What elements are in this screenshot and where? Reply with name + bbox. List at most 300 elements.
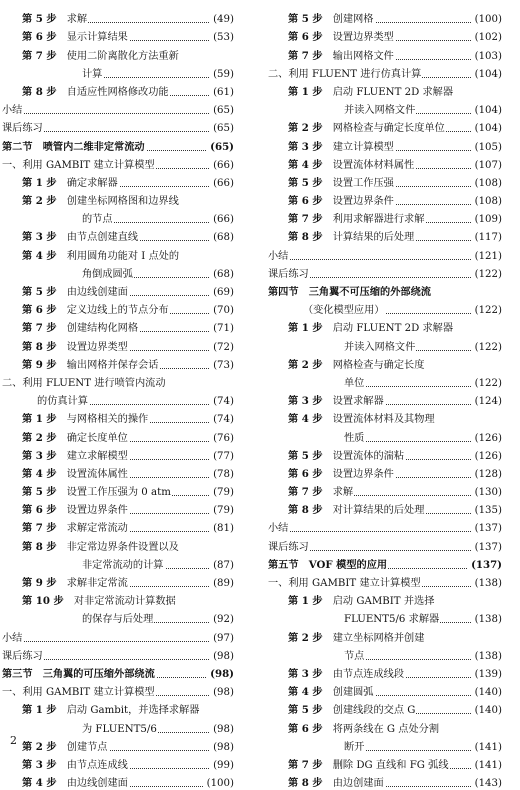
toc-entry <box>268 463 502 481</box>
toc-entry <box>2 99 234 117</box>
toc-step-label: 第 3 步 <box>22 758 57 771</box>
toc-entry <box>268 281 502 299</box>
toc-entry-title: 第五节 VOF 模型的应用 <box>268 558 388 571</box>
toc-entry <box>268 208 502 226</box>
toc-page-ref: (122) <box>474 305 502 317</box>
toc-entry-title: 非定常流动的计算 <box>82 559 164 571</box>
toc-page-ref: (137) <box>471 558 502 571</box>
toc-page-ref: (126) <box>474 432 502 444</box>
toc-step-label: 第 9 步 <box>22 358 57 371</box>
toc-page-ref: (137) <box>474 523 502 535</box>
toc-entry-title: 确定求解器 <box>66 177 118 189</box>
toc-page-ref: (117) <box>474 232 502 244</box>
toc-step-label: 第 5 步 <box>22 13 57 26</box>
toc-step-label: 第 8 步 <box>288 777 323 790</box>
toc-entry <box>2 463 234 481</box>
toc-entry <box>2 699 234 717</box>
toc-entry <box>2 499 234 517</box>
toc-step-label: 第 4 步 <box>288 158 323 171</box>
toc-page-ref: (122) <box>474 268 502 280</box>
toc-entry <box>268 535 502 553</box>
toc-entry <box>268 499 502 517</box>
toc-step-label: 第 3 步 <box>22 449 57 462</box>
toc-page-ref: (77) <box>213 450 234 462</box>
toc-entry-title: 对非定常流动计算数据 <box>73 596 176 608</box>
toc-page-ref: (73) <box>213 359 234 371</box>
toc-step-label: 第 4 步 <box>22 777 57 790</box>
toc-entry <box>268 299 502 317</box>
toc-page-ref: (89) <box>213 578 234 589</box>
toc-entry <box>268 172 502 190</box>
toc-entry-title: 设置边界条件 <box>66 505 128 517</box>
toc-page-ref: (141) <box>474 741 502 753</box>
toc-step-label: 第 5 步 <box>288 704 323 717</box>
toc-entry-title: 由节点连成线段 <box>332 668 405 680</box>
toc-step-label: 第 5 步 <box>22 286 57 298</box>
toc-entry <box>268 244 502 262</box>
toc-entry <box>2 481 234 499</box>
toc-page-ref: (72) <box>213 341 234 353</box>
toc-page-ref: (140) <box>474 705 502 717</box>
toc-step-label: 第 3 步 <box>288 140 323 153</box>
toc-entry <box>268 8 502 26</box>
toc-entry <box>2 154 234 172</box>
toc-entry-title: 第四节 三角翼不可压缩的外部绕流 <box>268 286 431 298</box>
toc-step-label: 第 3 步 <box>288 395 323 408</box>
toc-page-ref: (104) <box>474 123 502 135</box>
toc-step-label: 第 8 步 <box>22 340 57 353</box>
toc-step-label: 第 8 步 <box>288 231 323 244</box>
toc-entry <box>268 645 502 663</box>
toc-entry <box>2 281 234 299</box>
toc-entry-title: 与网格相关的操作 <box>66 414 149 426</box>
toc-entry <box>268 63 502 81</box>
toc-entry <box>2 645 234 663</box>
toc-entry-title: 利用圆角功能对 I 点处的 <box>66 250 180 262</box>
toc-entry-title: 建立求解模型 <box>66 450 128 462</box>
toc-entry <box>268 190 502 208</box>
toc-entry <box>268 390 502 408</box>
toc-entry <box>2 317 234 335</box>
toc-step-label: 第 2 步 <box>288 122 323 135</box>
toc-entry-title: 自适应性网格修改功能 <box>66 86 169 98</box>
toc-entry-title: 二、利用 FLUENT 进行喷管内流动 <box>2 377 166 389</box>
toc-dot-leader <box>268 259 471 260</box>
toc-step-label: 第 1 步 <box>288 595 323 608</box>
toc-entry-title: 并读入网格文件 <box>344 105 416 117</box>
toc-entry-title: 非定常边界条件设置以及 <box>66 541 179 553</box>
toc-dot-leader <box>2 641 209 642</box>
toc-entry-title: 启动 Gambit，并选择求解器 <box>66 705 200 717</box>
toc-page-ref: (49) <box>213 14 234 26</box>
toc-entry-title: 创建结构化网格 <box>66 323 139 335</box>
toc-step-label: 第 5 步 <box>288 449 323 462</box>
toc-step-label: 第 3 步 <box>22 231 57 244</box>
toc-entry-title: 计算 <box>82 68 103 80</box>
toc-entry <box>2 736 234 754</box>
toc-entry <box>268 572 502 590</box>
toc-page-ref: (69) <box>213 287 234 298</box>
toc-step-label: 第 6 步 <box>288 31 323 44</box>
toc-entry <box>268 117 502 135</box>
toc-entry <box>268 663 502 681</box>
toc-entry-title: 课后练习 <box>268 268 309 280</box>
toc-step-label: 第 7 步 <box>22 322 57 335</box>
toc-page-ref: (66) <box>213 177 234 189</box>
toc-entry <box>268 626 502 644</box>
toc-step-label: 第 6 步 <box>288 467 323 480</box>
toc-entry-title: 对计算结果的后处理 <box>332 505 425 517</box>
toc-entry-title: 小结 <box>268 250 289 262</box>
toc-step-label: 第 1 步 <box>22 704 57 717</box>
toc-entry <box>2 390 234 408</box>
toc-entry <box>2 426 234 444</box>
toc-page-ref: (98) <box>213 741 234 753</box>
toc-entry <box>2 81 234 99</box>
toc-step-label: 第 1 步 <box>22 413 57 426</box>
toc-entry <box>268 354 502 372</box>
toc-step-label: 第 10 步 <box>22 595 64 608</box>
toc-entry <box>268 335 502 353</box>
toc-entry-title: 设置工作压强 <box>332 177 394 189</box>
toc-entry <box>2 208 234 226</box>
toc-step-label: 第 7 步 <box>288 758 323 771</box>
toc-entry <box>268 426 502 444</box>
toc-entry <box>2 135 234 153</box>
toc-entry <box>2 445 234 463</box>
toc-entry-title: 并读入网格文件 <box>344 341 416 353</box>
toc-step-label: 第 1 步 <box>22 176 57 189</box>
toc-entry <box>2 754 234 772</box>
toc-entry <box>268 681 502 699</box>
toc-dot-leader <box>2 113 209 114</box>
toc-page-ref: (100) <box>206 778 234 790</box>
toc-step-label: 第 5 步 <box>288 13 323 26</box>
toc-entry-title: 设置流体材料属性 <box>332 159 415 171</box>
toc-entry-title: 课后练习 <box>268 541 309 553</box>
toc-page-ref: (66) <box>213 159 234 171</box>
toc-entry <box>268 481 502 499</box>
toc-entry-title: 设置流体的湍粘 <box>332 450 405 462</box>
toc-entry-title: 删除 DG 直线和 FG 弧线 <box>332 759 449 771</box>
toc-entry <box>268 99 502 117</box>
toc-entry <box>268 717 502 735</box>
toc-entry <box>2 335 234 353</box>
toc-entry <box>2 117 234 135</box>
toc-entry-title: 设置流体属性 <box>66 468 128 480</box>
toc-page-ref: (108) <box>474 177 502 189</box>
toc-entry-title: 断开 <box>344 741 365 753</box>
toc-entry <box>2 572 234 590</box>
toc-entry-title: 启动 FLUENT 2D 求解器 <box>332 323 454 335</box>
toc-entry <box>2 554 234 572</box>
toc-step-label: 第 4 步 <box>22 467 57 480</box>
toc-entry <box>268 26 502 44</box>
toc-page-ref: (59) <box>213 68 234 80</box>
toc-page-ref: (137) <box>474 541 502 553</box>
toc-entry <box>268 81 502 99</box>
toc-entry <box>2 517 234 535</box>
toc-page-ref: (108) <box>474 196 502 208</box>
toc-page-ref: (126) <box>474 450 502 462</box>
toc-entry-title: 启动 GAMBIT 并选择 <box>332 596 435 608</box>
toc-entry <box>268 408 502 426</box>
toc-entry <box>2 626 234 644</box>
toc-step-label: 第 8 步 <box>22 85 57 98</box>
toc-entry <box>2 263 234 281</box>
toc-step-label: 第 4 步 <box>288 686 323 699</box>
toc-page-ref: (135) <box>474 505 502 517</box>
toc-entry-title: 创建网格 <box>332 14 374 26</box>
toc-entry <box>268 445 502 463</box>
toc-entry <box>2 372 234 390</box>
toc-entry-title: 单位 <box>344 377 365 389</box>
toc-step-label: 第 2 步 <box>22 431 57 444</box>
toc-entry-title: 第三节 三角翼的可压缩外部绕流 <box>2 667 155 680</box>
toc-entry-title: 设置求解器 <box>332 396 384 408</box>
toc-page-ref: (65) <box>213 123 234 135</box>
toc-step-label: 第 9 步 <box>22 577 57 589</box>
toc-step-label: 第 1 步 <box>288 322 323 335</box>
toc-entry-title: 节点 <box>344 650 365 662</box>
toc-step-label: 第 8 步 <box>288 504 323 517</box>
toc-page-ref: (98) <box>210 667 234 680</box>
toc-entry-title: 由边线创建面 <box>66 778 128 790</box>
toc-entry-title: 使用二阶离散化方法重新 <box>66 50 179 62</box>
toc-page-ref: (138) <box>474 650 502 662</box>
toc-page-ref: (99) <box>213 759 234 771</box>
toc-entry <box>2 772 234 790</box>
toc-page-ref: (139) <box>474 668 502 680</box>
toc-entry <box>268 699 502 717</box>
toc-entry-title: 设置边界类型 <box>66 341 128 353</box>
toc-step-label: 第 7 步 <box>288 49 323 62</box>
toc-dot-leader <box>268 531 471 532</box>
toc-page-ref: (104) <box>474 105 502 117</box>
toc-entry-title: 一、利用 GAMBIT 建立计算模型 <box>2 159 155 171</box>
toc-entry-title: 创建坐标网格图和边界线 <box>66 196 179 208</box>
toc-page-ref: (121) <box>474 250 502 262</box>
toc-entry-title: 创建线段的交点 G <box>332 705 416 717</box>
page-number: 2 <box>10 734 17 747</box>
toc-entry <box>268 736 502 754</box>
toc-entry <box>268 317 502 335</box>
toc-entry-title: 角倒成圆弧 <box>82 268 133 280</box>
toc-entry-title: 创建节点 <box>66 741 108 753</box>
toc-entry <box>2 663 234 681</box>
toc-step-label: 第 6 步 <box>22 31 57 44</box>
toc-entry-title: 课后练习 <box>2 123 43 135</box>
toc-page-ref: (109) <box>474 214 502 226</box>
toc-entry-title: 求解非定常流 <box>66 578 128 589</box>
toc-page-ref: (103) <box>474 50 502 62</box>
toc-page-ref: (98) <box>213 687 234 699</box>
toc-page-ref: (122) <box>474 341 502 353</box>
toc-entry-title: 求解 <box>66 14 88 26</box>
toc-entry-title: 二、利用 FLUENT 进行仿真计算 <box>268 68 422 80</box>
toc-page-ref: (124) <box>474 396 502 408</box>
toc-page-ref: (138) <box>474 614 502 626</box>
toc-step-label: 第 7 步 <box>22 49 57 62</box>
toc-page-ref: (87) <box>213 559 234 571</box>
toc-step-label: 第 8 步 <box>22 540 57 553</box>
toc-step-label: 第 5 步 <box>22 486 57 499</box>
toc-entry-title: 小结 <box>2 632 23 644</box>
toc-entry-title: 由节点连成线 <box>66 759 128 771</box>
toc-entry-title: 输出网格并保存会话 <box>66 359 159 371</box>
toc-page-ref: (143) <box>474 778 502 790</box>
toc-step-label: 第 2 步 <box>288 631 323 644</box>
toc-entry <box>268 372 502 390</box>
toc-page-ref: (130) <box>474 487 502 499</box>
toc-page-ref: (65) <box>210 140 234 153</box>
toc-entry <box>268 226 502 244</box>
toc-step-label: 第 7 步 <box>22 522 57 535</box>
toc-page-ref: (97) <box>213 632 234 644</box>
toc-step-label: 第 6 步 <box>288 722 323 735</box>
toc-page-ref: (71) <box>213 323 234 335</box>
toc-entry-title: 求解定常流动 <box>66 523 128 535</box>
toc-page-ref: (100) <box>474 14 502 26</box>
toc-entry <box>2 681 234 699</box>
toc-entry <box>2 63 234 81</box>
toc-entry-title: 设置流体材料及其物理 <box>332 414 435 426</box>
toc-entry-title: 一、利用 GAMBIT 建立计算模型 <box>268 578 421 589</box>
toc-step-label: 第 7 步 <box>288 213 323 226</box>
toc-entry-title: 设置边界类型 <box>332 32 394 44</box>
toc-entry-title: （变化模型应用） <box>303 305 385 317</box>
toc-step-label: 第 7 步 <box>288 486 323 499</box>
toc-step-label: 第 1 步 <box>288 85 323 98</box>
toc-entry-title: 求解 <box>332 487 354 499</box>
toc-entry-title: 的保存与后处理 <box>82 614 154 626</box>
toc-page-ref: (98) <box>213 723 234 735</box>
toc-entry-title: 网格检查与确定长度 <box>332 359 425 371</box>
toc-page-ref: (53) <box>213 32 234 44</box>
toc-step-label: 第 3 步 <box>288 667 323 680</box>
toc-entry <box>2 535 234 553</box>
toc-page-ref: (141) <box>474 759 502 771</box>
toc-entry-title: 输出网格文件 <box>332 50 394 62</box>
toc-page-ref: (138) <box>474 578 502 589</box>
toc-entry <box>2 354 234 372</box>
toc-entry <box>2 244 234 262</box>
toc-entry-title: 为 FLUENT5/6 <box>82 723 157 735</box>
toc-step-label: 第 2 步 <box>22 195 57 208</box>
toc-entry-title: 计算结果的后处理 <box>332 232 415 244</box>
toc-entry-title: 建立计算模型 <box>332 141 394 153</box>
toc-page-ref: (65) <box>213 105 234 117</box>
toc-entry-title: 由节点创建直线 <box>66 232 139 244</box>
toc-entry <box>2 590 234 608</box>
toc-step-label: 第 4 步 <box>22 249 57 262</box>
toc-page-ref: (104) <box>474 68 502 80</box>
toc-entry-title: 显示计算结果 <box>66 32 128 44</box>
toc-entry <box>2 172 234 190</box>
toc-entry <box>2 608 234 626</box>
toc-step-label: 第 6 步 <box>22 304 57 317</box>
toc-entry-title: 设置工作压强为 0 atm <box>66 487 171 499</box>
toc-entry <box>2 8 234 26</box>
toc-entry-title: 利用求解器进行求解 <box>332 214 425 226</box>
toc-entry-title: 小结 <box>268 523 289 535</box>
toc-entry-title: FLUENT5/6 求解器 <box>344 614 440 626</box>
toc-entry <box>268 608 502 626</box>
toc-step-label: 第 2 步 <box>22 740 57 753</box>
toc-page-ref: (79) <box>213 487 234 499</box>
toc-entry-title: 启动 FLUENT 2D 求解器 <box>332 86 454 98</box>
toc-step-label: 第 6 步 <box>22 504 57 517</box>
toc-step-label: 第 2 步 <box>288 358 323 371</box>
toc-right-column <box>268 8 502 790</box>
toc-entry <box>268 772 502 790</box>
toc-entry <box>268 517 502 535</box>
toc-entry <box>2 408 234 426</box>
toc-entry <box>268 554 502 572</box>
toc-page-ref: (76) <box>213 432 234 444</box>
toc-page-ref: (74) <box>213 414 234 426</box>
toc-entry <box>268 754 502 772</box>
toc-page-ref: (128) <box>474 468 502 480</box>
toc-entry-title: 性质 <box>344 432 365 444</box>
toc-entry-title: 确定长度单位 <box>66 432 128 444</box>
toc-entry-title: 定义边线上的节点分布 <box>66 305 169 317</box>
toc-entry-title: 网格检查与确定长度单位 <box>332 123 445 135</box>
toc-step-label: 第 5 步 <box>288 176 323 189</box>
toc-entry <box>2 44 234 62</box>
toc-page-ref: (78) <box>213 468 234 480</box>
toc-page-ref: (81) <box>213 523 234 535</box>
toc-page-ref: (61) <box>213 86 234 98</box>
toc-page-ref: (102) <box>474 32 502 44</box>
toc-entry <box>268 135 502 153</box>
toc-entry-title: 第二节 喷管内二维非定常流动 <box>2 140 145 153</box>
toc-page-ref: (122) <box>474 377 502 389</box>
toc-entry-title: 的仿真计算 <box>37 396 88 408</box>
toc-entry <box>2 190 234 208</box>
toc-left-column <box>2 8 234 790</box>
toc-entry <box>268 154 502 172</box>
toc-page-ref: (70) <box>213 305 234 317</box>
toc-entry <box>2 717 234 735</box>
toc-page-ref: (98) <box>213 650 234 662</box>
toc-entry <box>2 226 234 244</box>
toc-entry-title: 创建圆弧 <box>332 687 374 699</box>
toc-entry-title: 将两条线在 G 点处分割 <box>332 723 440 735</box>
toc-page-ref: (92) <box>213 614 234 626</box>
toc-entry-title: 设置边界条件 <box>332 468 394 480</box>
toc-entry-title: 设置边界条件 <box>332 196 394 208</box>
toc-page-ref: (107) <box>474 159 502 171</box>
toc-entry-title: 由边线创建面 <box>66 287 128 298</box>
toc-entry-title: 建立坐标网格并创建 <box>332 632 425 644</box>
toc-page-ref: (105) <box>474 141 502 153</box>
toc-entry-title: 课后练习 <box>2 650 43 662</box>
toc-entry-title: 由边创建面 <box>332 778 384 790</box>
toc-page-ref: (68) <box>213 268 234 280</box>
toc-entry <box>268 44 502 62</box>
toc-entry-title: 一、利用 GAMBIT 建立计算模型 <box>2 687 155 699</box>
toc-entry <box>2 26 234 44</box>
toc-page-ref: (74) <box>213 396 234 408</box>
toc-entry <box>268 263 502 281</box>
toc-entry-title: 小结 <box>2 105 23 117</box>
toc-page-ref: (66) <box>213 214 234 226</box>
toc-entry-title: 的节点 <box>82 214 113 226</box>
toc-page-ref: (68) <box>213 232 234 244</box>
toc-step-label: 第 6 步 <box>288 195 323 208</box>
toc-entry <box>268 590 502 608</box>
